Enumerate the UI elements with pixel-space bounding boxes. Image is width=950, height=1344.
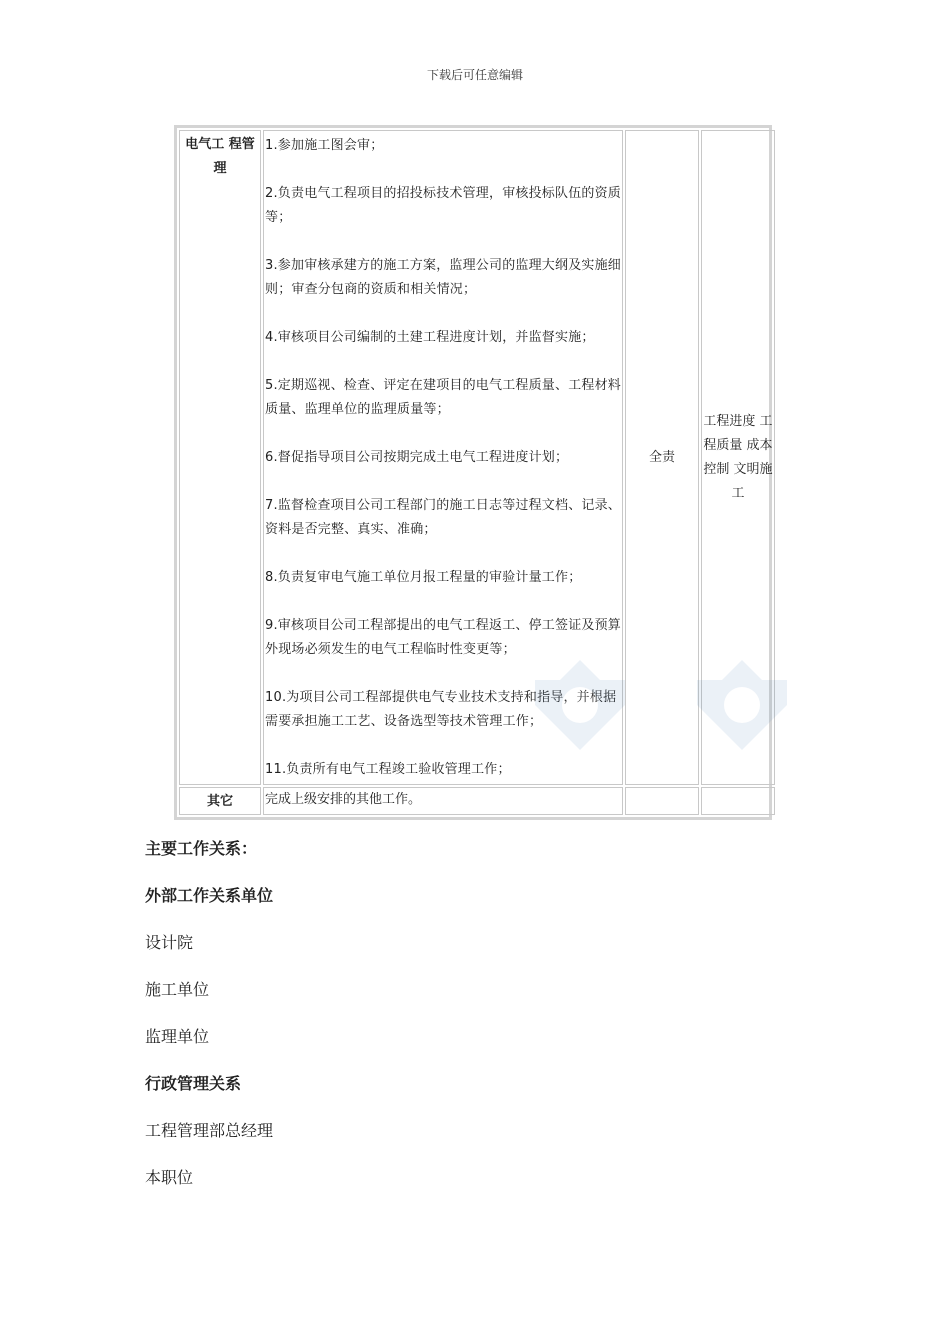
duty-item: 7.监督检查项目公司工程部门的施工日志等过程文档、记录、资料是否完整、真实、准确； — [265, 498, 622, 537]
category-cell: 其它 — [179, 787, 261, 815]
external-relation-item: 设计院 — [145, 933, 194, 952]
admin-relation-item: 工程管理部总经理 — [145, 1121, 274, 1140]
kpi-cell — [701, 787, 775, 815]
duty-item: 3.参加审核承建方的施工方案，监理公司的监理大纲及实施细则；审查分包商的资质和相关情况； — [265, 258, 622, 297]
responsibility-cell: 全责 — [625, 130, 699, 785]
external-relation-item: 施工单位 — [145, 980, 210, 999]
duty-item: 6.督促指导项目公司按期完成土电气工程进度计划； — [265, 450, 569, 465]
duty-cell: 完成上级安排的其他工作。 — [263, 787, 623, 815]
duty-item: 1.参加施工图会审； — [265, 138, 384, 153]
duty-item: 8.负责复审电气施工单位月报工程量的审验计量工作； — [265, 570, 582, 585]
duty-item: 2.负责电气工程项目的招投标技术管理，审核投标队伍的资质等； — [265, 186, 622, 225]
responsibility-cell — [625, 787, 699, 815]
watermark-flower-icon — [520, 655, 640, 755]
admin-relation-item: 本职位 — [145, 1168, 194, 1187]
kpi-cell: 工程进度 工程质量 成本控制 文明施工 — [701, 130, 775, 785]
external-relations-title: 外部工作关系单位 — [145, 886, 274, 905]
admin-relations-title: 行政管理关系 — [145, 1074, 242, 1093]
duty-item: 4.审核项目公司编制的土建工程进度计划，并监督实施； — [265, 330, 595, 345]
duty-item: 10.为项目公司工程部提供电气专业技术支持和指导，并根据需要承担施工工艺、设备选型等技术管理工作； — [265, 690, 617, 729]
table-row — [179, 787, 775, 815]
category-cell: 电气工 程管理 — [179, 130, 261, 785]
relations-title: 主要工作关系： — [145, 839, 258, 858]
external-relation-item: 监理单位 — [145, 1027, 210, 1046]
duty-item: 9.审核项目公司工程部提出的电气工程返工、停工签证及预算外现场必须发生的电气工程临时性变更等； — [265, 618, 622, 657]
header-note: 下载后可任意编辑 — [426, 68, 523, 82]
watermark-flower-icon — [682, 655, 802, 755]
duty-item: 11.负责所有电气工程竣工验收管理工作； — [265, 762, 511, 777]
duty-item: 5.定期巡视、检查、评定在建项目的电气工程质量、工程材料质量、监理单位的监理质量等； — [265, 378, 622, 417]
